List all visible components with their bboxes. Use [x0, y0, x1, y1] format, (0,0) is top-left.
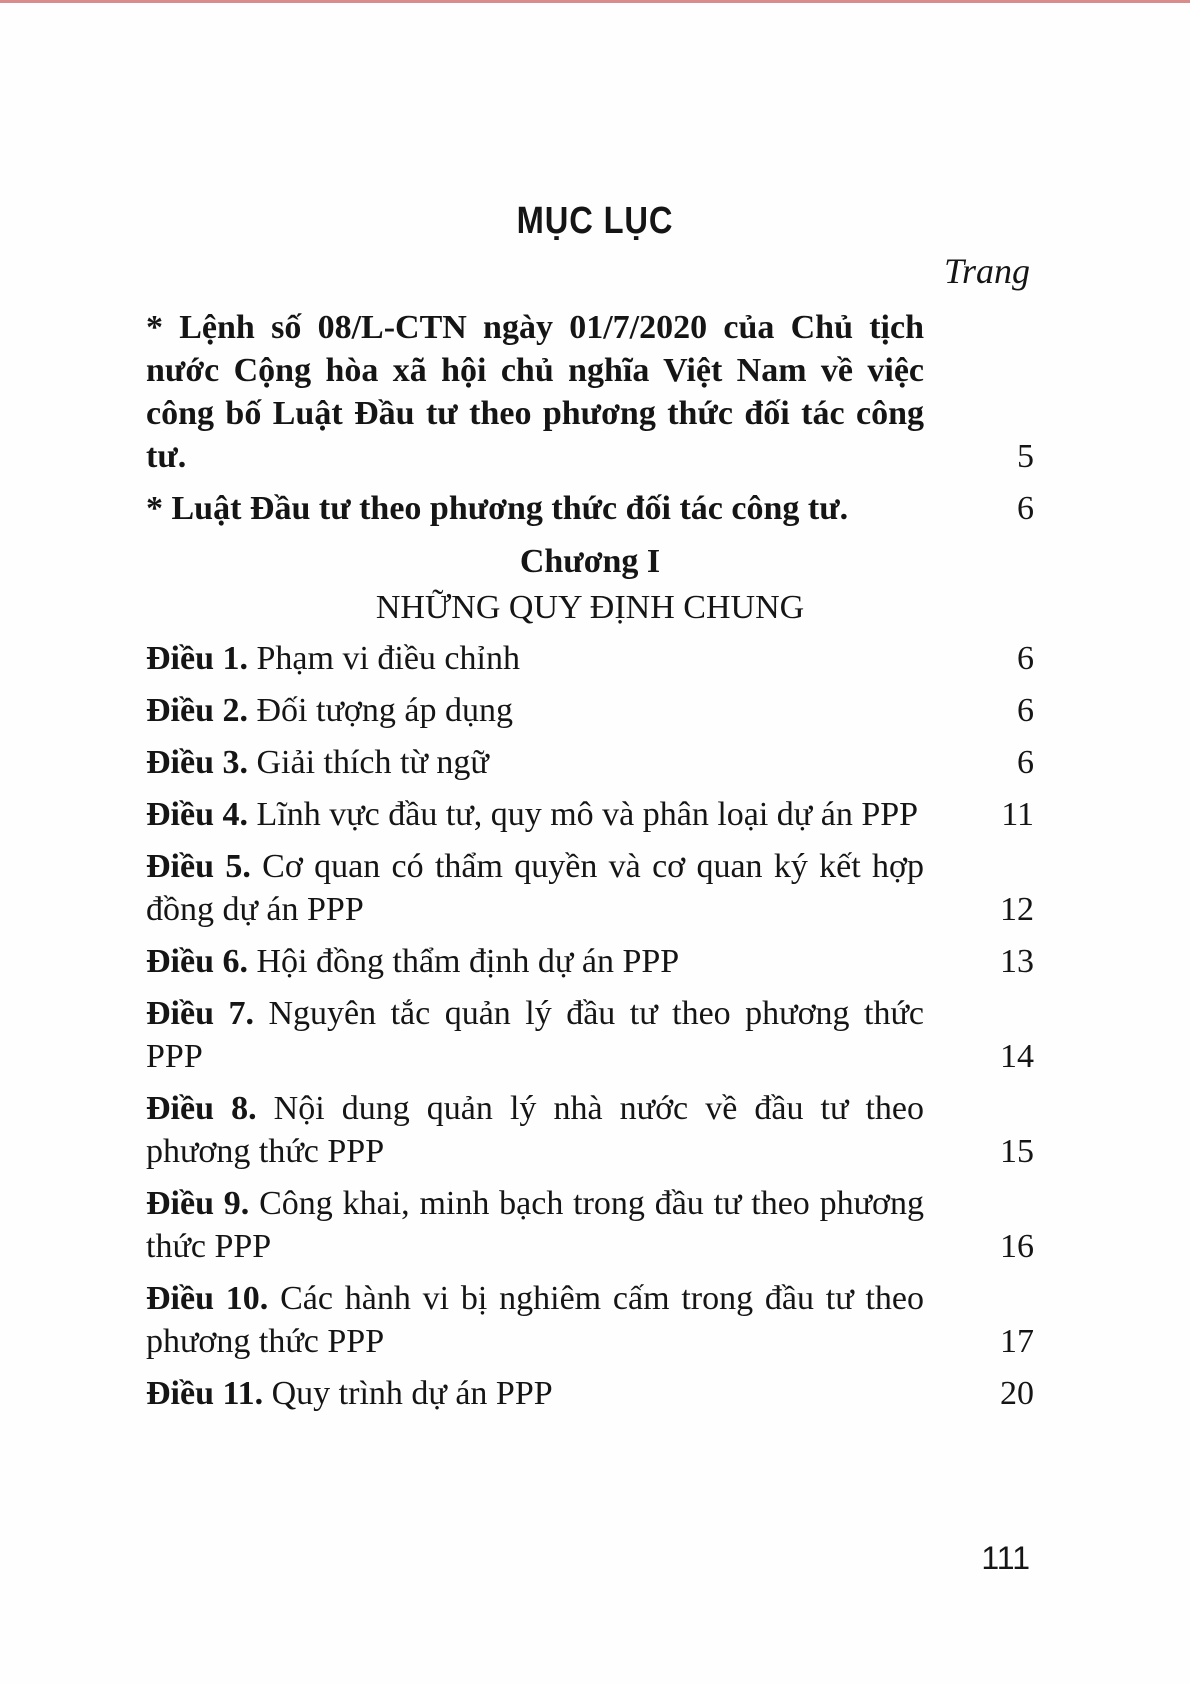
- chapter-name: NHỮNG QUY ĐỊNH CHUNG: [375, 589, 805, 626]
- article-title: Giải thích từ ngữ: [256, 744, 489, 781]
- article-list: [146, 637, 1034, 1415]
- toc-entry-article: [146, 793, 1034, 836]
- toc-entry-article: [146, 845, 1034, 931]
- toc-entry-page: 12: [1000, 891, 1034, 928]
- article-label: Điều 11.: [146, 1375, 264, 1412]
- toc-entry-page: 20: [1000, 1375, 1034, 1412]
- toc-entry-text: [146, 845, 924, 931]
- toc-entry-text: [146, 793, 924, 836]
- article-title: Đối tượng áp dụng: [256, 692, 513, 729]
- toc-entry-article: [146, 1182, 1034, 1268]
- article-label: Điều 5.: [146, 848, 251, 885]
- article-label: Điều 9.: [146, 1185, 250, 1222]
- toc-entry-text: [146, 637, 924, 680]
- toc-entry-article: [146, 1277, 1034, 1363]
- article-label: Điều 8.: [146, 1090, 257, 1127]
- toc-entry-article: [146, 689, 1034, 732]
- toc-entry-page: 6: [1017, 744, 1034, 781]
- article-title: Cơ quan có thẩm quyền và cơ quan ký kết hợp đồng dự án PPP: [146, 848, 925, 928]
- article-title: Quy trình dự án PPP: [271, 1375, 553, 1412]
- page-column-label: Trang: [943, 251, 1030, 291]
- article-title: Các hành vi bị nghiêm cấm trong đầu tư theo phương thức PPP: [146, 1280, 924, 1360]
- article-title: Hội đồng thẩm định dự án PPP: [256, 943, 680, 980]
- toc-entry-page: 6: [1017, 692, 1034, 729]
- toc-entry-text: [146, 1372, 924, 1415]
- table-of-contents: [146, 306, 1034, 1424]
- toc-entry-text: [146, 1277, 924, 1363]
- article-label: Điều 4.: [146, 796, 248, 833]
- toc-entry-text: [146, 1087, 924, 1173]
- page-number: 111: [981, 1540, 1030, 1576]
- article-label: Điều 10.: [146, 1280, 269, 1317]
- toc-entry-article: [146, 741, 1034, 784]
- toc-entry-page: 14: [1000, 1038, 1034, 1075]
- toc-entry-page: 6: [1017, 490, 1034, 527]
- toc-entry-article: [146, 1087, 1034, 1173]
- toc-entry-page: 15: [1000, 1133, 1034, 1170]
- toc-entry-text: [146, 741, 924, 784]
- article-title: Công khai, minh bạch trong đầu tư theo phương thức PPP: [146, 1185, 925, 1265]
- toc-entry-page: 11: [1001, 796, 1034, 833]
- toc-entry-page: 13: [1000, 943, 1034, 980]
- article-label: Điều 2.: [146, 692, 248, 729]
- article-label: Điều 1.: [146, 640, 248, 677]
- toc-entry-article: [146, 940, 1034, 983]
- toc-entry-article: [146, 1372, 1034, 1415]
- article-label: Điều 6.: [146, 943, 248, 980]
- toc-entry-page: 16: [1000, 1228, 1034, 1265]
- toc-entry-text: [146, 689, 924, 732]
- page-title: MỤC LỤC: [516, 200, 674, 242]
- article-label: Điều 7.: [146, 995, 254, 1032]
- toc-entry-preamble-1: [146, 306, 1034, 478]
- toc-entry-page: 17: [1000, 1323, 1034, 1360]
- article-title: Nội dung quản lý nhà nước về đầu tư theo phương thức PPP: [146, 1090, 925, 1170]
- page-edge-line: [0, 0, 1190, 3]
- toc-entry-text: [146, 1182, 924, 1268]
- toc-entry-text: * Lệnh số 08/L-CTN ngày 01/7/2020 của Chủ tịch nước Cộng hòa xã hội chủ nghĩa Việt Nam về việc công bố Luật Đầu tư theo phương thức đối tác công tư.: [146, 309, 924, 475]
- toc-entry-page: 5: [1017, 438, 1034, 475]
- toc-entry-text: [146, 940, 924, 983]
- chapter-label: Chương I: [519, 543, 661, 580]
- toc-entry-page: 6: [1017, 640, 1034, 677]
- toc-entry-article: [146, 637, 1034, 680]
- article-label: Điều 3.: [146, 744, 248, 781]
- toc-entry-preamble-2: [146, 487, 1034, 530]
- toc-entry-text: [146, 992, 924, 1078]
- toc-entry-article: [146, 992, 1034, 1078]
- article-title: Lĩnh vực đầu tư, quy mô và phân loại dự án PPP: [256, 796, 919, 833]
- article-title: Nguyên tắc quản lý đầu tư theo phương thức PPP: [146, 995, 925, 1075]
- toc-entry-text: * Luật Đầu tư theo phương thức đối tác công tư.: [146, 490, 849, 527]
- article-title: Phạm vi điều chỉnh: [256, 640, 520, 677]
